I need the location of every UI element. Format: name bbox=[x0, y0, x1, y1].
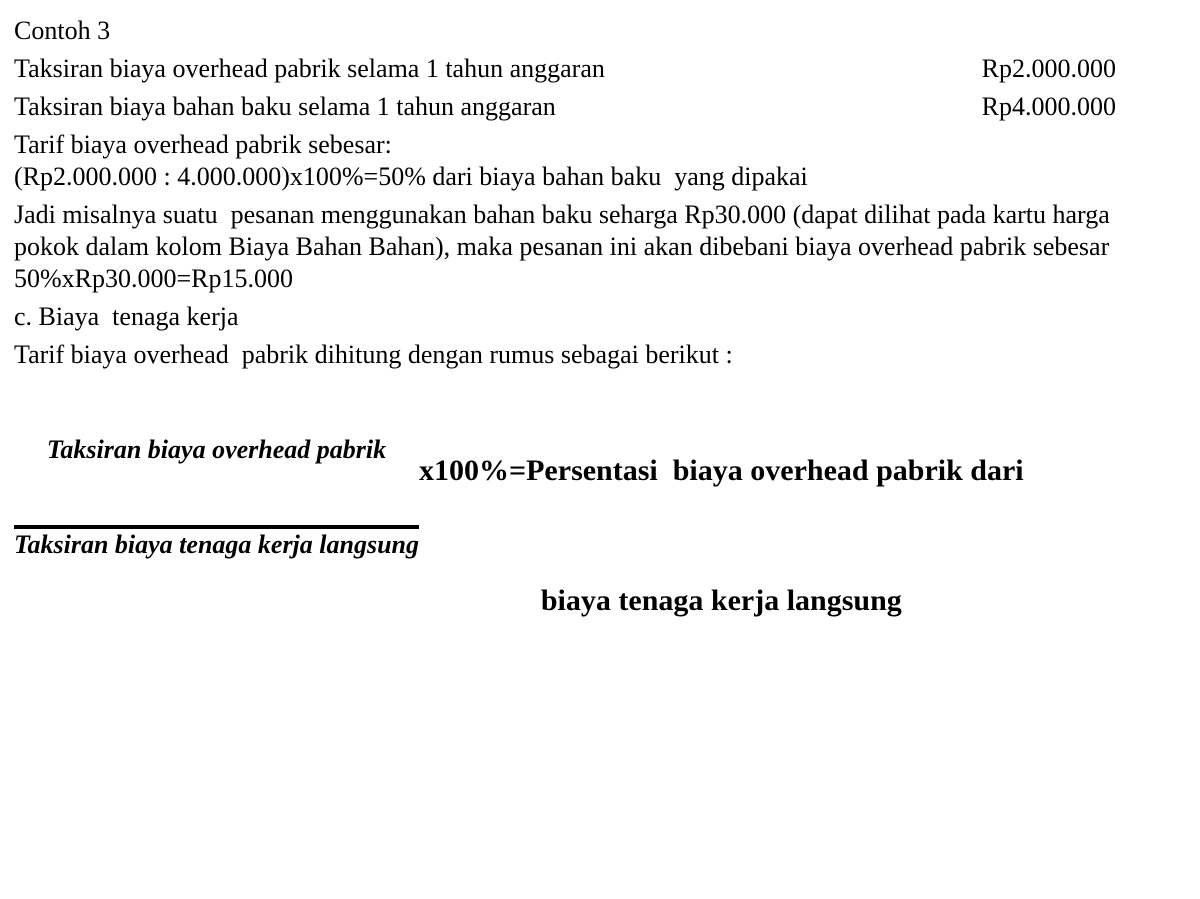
paragraph-line-1: Jadi misalnya suatu pesanan menggunakan bahan baku seharga Rp30.000 (dapat dilihat pada kartu harga bbox=[14, 200, 1110, 229]
formula bbox=[14, 376, 1200, 686]
explanation-paragraph bbox=[14, 199, 1200, 295]
estimate-label-overhead: Taksiran biaya overhead pabrik selama 1 tahun anggaran bbox=[14, 54, 605, 83]
estimate-row-overhead bbox=[14, 50, 1200, 88]
formula-fraction bbox=[14, 376, 419, 619]
paragraph-line-2: pokok dalam kolom Biaya Bahan Bahan), maka pesanan ini akan dibebani biaya overhead pabrik sebesar bbox=[14, 232, 1110, 261]
tarif-line: Tarif biaya overhead pabrik sebesar: bbox=[14, 130, 392, 159]
estimate-row-bahan-baku bbox=[14, 88, 1200, 126]
rumus-intro: Tarif biaya overhead pabrik dihitung dengan rumus sebagai berikut : bbox=[14, 340, 733, 369]
calculation-line: (Rp2.000.000 : 4.000.000)x100%=50% dari biaya bahan baku yang dipakai bbox=[14, 162, 808, 191]
formula-numerator: Taksiran biaya overhead pabrik bbox=[46, 435, 387, 464]
heading: Contoh 3 bbox=[14, 16, 111, 45]
paragraph-line-3: 50%xRp30.000=Rp15.000 bbox=[14, 264, 294, 293]
formula-rhs bbox=[419, 386, 1024, 686]
formula-rhs-line-1: x100%=Persentasi biaya overhead pabrik dari bbox=[419, 454, 1024, 487]
estimate-amount-bahan-baku: Rp4.000.000 bbox=[981, 92, 1116, 121]
estimate-label-bahan-baku: Taksiran biaya bahan baku selama 1 tahun anggaran bbox=[14, 92, 556, 121]
estimate-amount-overhead: Rp2.000.000 bbox=[981, 54, 1116, 83]
formula-rhs-line-2: biaya tenaga kerja langsung bbox=[540, 584, 902, 617]
section-item-label: c. Biaya tenaga kerja bbox=[14, 302, 239, 331]
formula-denominator: Taksiran biaya tenaga kerja langsung bbox=[14, 525, 419, 559]
